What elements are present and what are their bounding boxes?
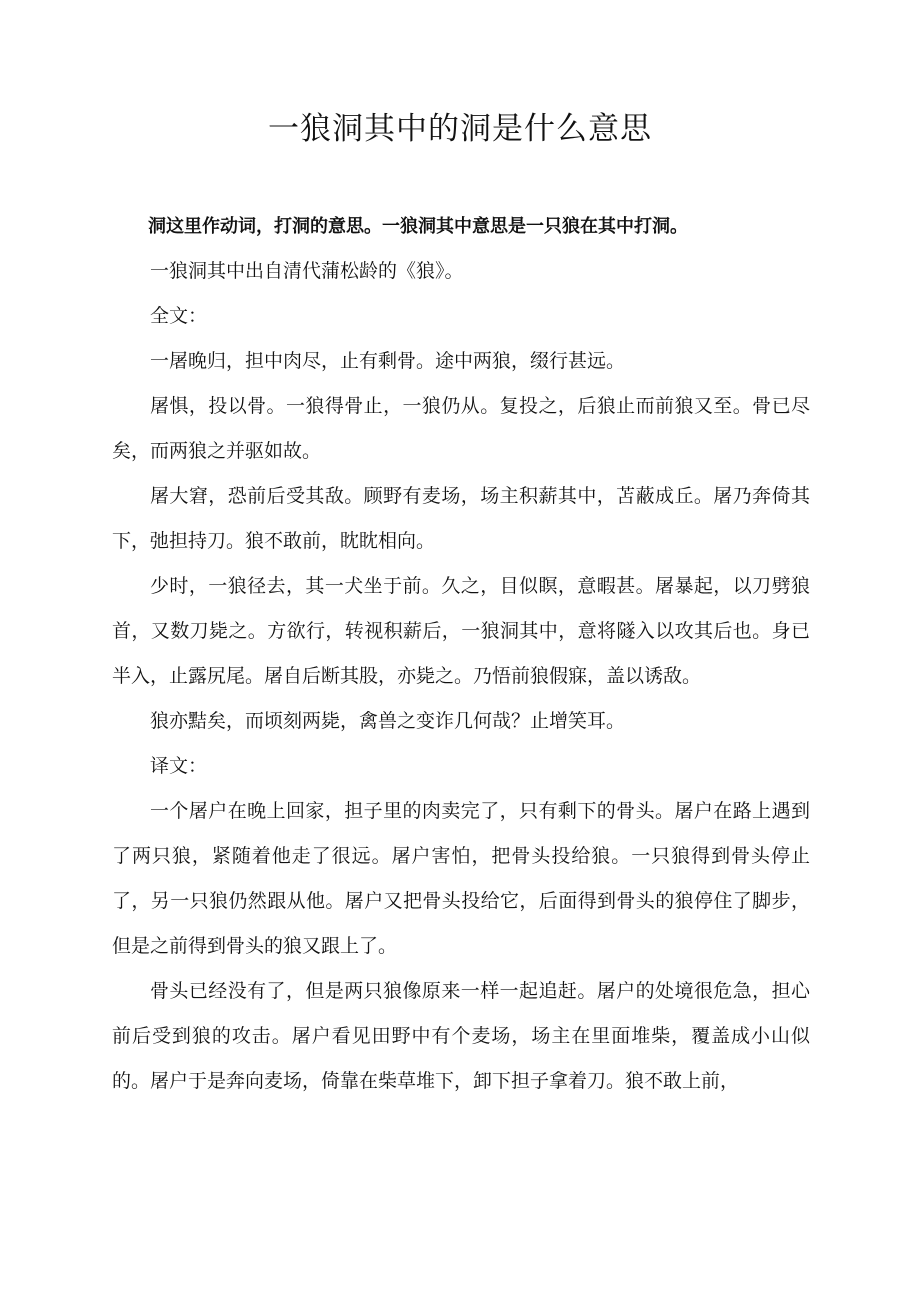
summary-paragraph: 洞这里作动词，打洞的意思。一狼洞其中意思是一只狼在其中打洞。	[148, 216, 688, 237]
translation-paragraph: 一个屠户在晚上回家，担子里的肉卖完了，只有剩下的骨头。屠户在路上遇到了两只狼，紧随着他走了很远。屠户害怕，把骨头投给狼。一只狼得到骨头停止了，另一只狼仍然跟从他。屠户又把骨头投给它，后面得到骨头的狼停住了脚步，但是之前得到骨头的狼又跟上了。	[112, 800, 810, 957]
original-paragraph: 狼亦黠矣，而顷刻两毙，禽兽之变诈几何哉？止增笑耳。	[150, 710, 626, 732]
document-title: 一狼洞其中的洞是什么意思	[268, 111, 652, 147]
translation-paragraph: 骨头已经没有了，但是两只狼像原来一样一起追赶。屠户的处境很危急，担心前后受到狼的攻击。屠户看见田野中有个麦场，场主在里面堆柴，覆盖成小山似的。屠户于是奔向麦场，倚靠在柴草堆下，卸下担子拿着刀。狼不敢上前，	[112, 980, 810, 1092]
original-paragraph: 屠大窘，恐前后受其敌。顾野有麦场，场主积薪其中，苫蔽成丘。屠乃奔倚其下，弛担持刀。狼不敢前，眈眈相向。	[112, 485, 810, 552]
document-body	[112, 204, 810, 1104]
original-paragraph: 一屠晚归，担中肉尽，止有剩骨。途中两狼，缀行甚远。	[150, 350, 626, 372]
original-paragraph: 屠惧，投以骨。一狼得骨止，一狼仍从。复投之，后狼止而前狼又至。骨已尽矣，而两狼之并驱如故。	[112, 395, 810, 462]
fulltext-heading: 全文：	[150, 305, 208, 327]
translation-heading: 译文：	[150, 755, 208, 777]
original-paragraph: 少时，一狼径去，其一犬坐于前。久之，目似瞑，意暇甚。屠暴起，以刀劈狼首，又数刀毙之。方欲行，转视积薪后，一狼洞其中，意将隧入以攻其后也。身已半入，止露尻尾。屠自后断其股，亦毙之。乃悟前狼假寐，盖以诱敌。	[112, 575, 810, 687]
source-paragraph: 一狼洞其中出自清代蒲松龄的《狼》。	[150, 260, 464, 282]
